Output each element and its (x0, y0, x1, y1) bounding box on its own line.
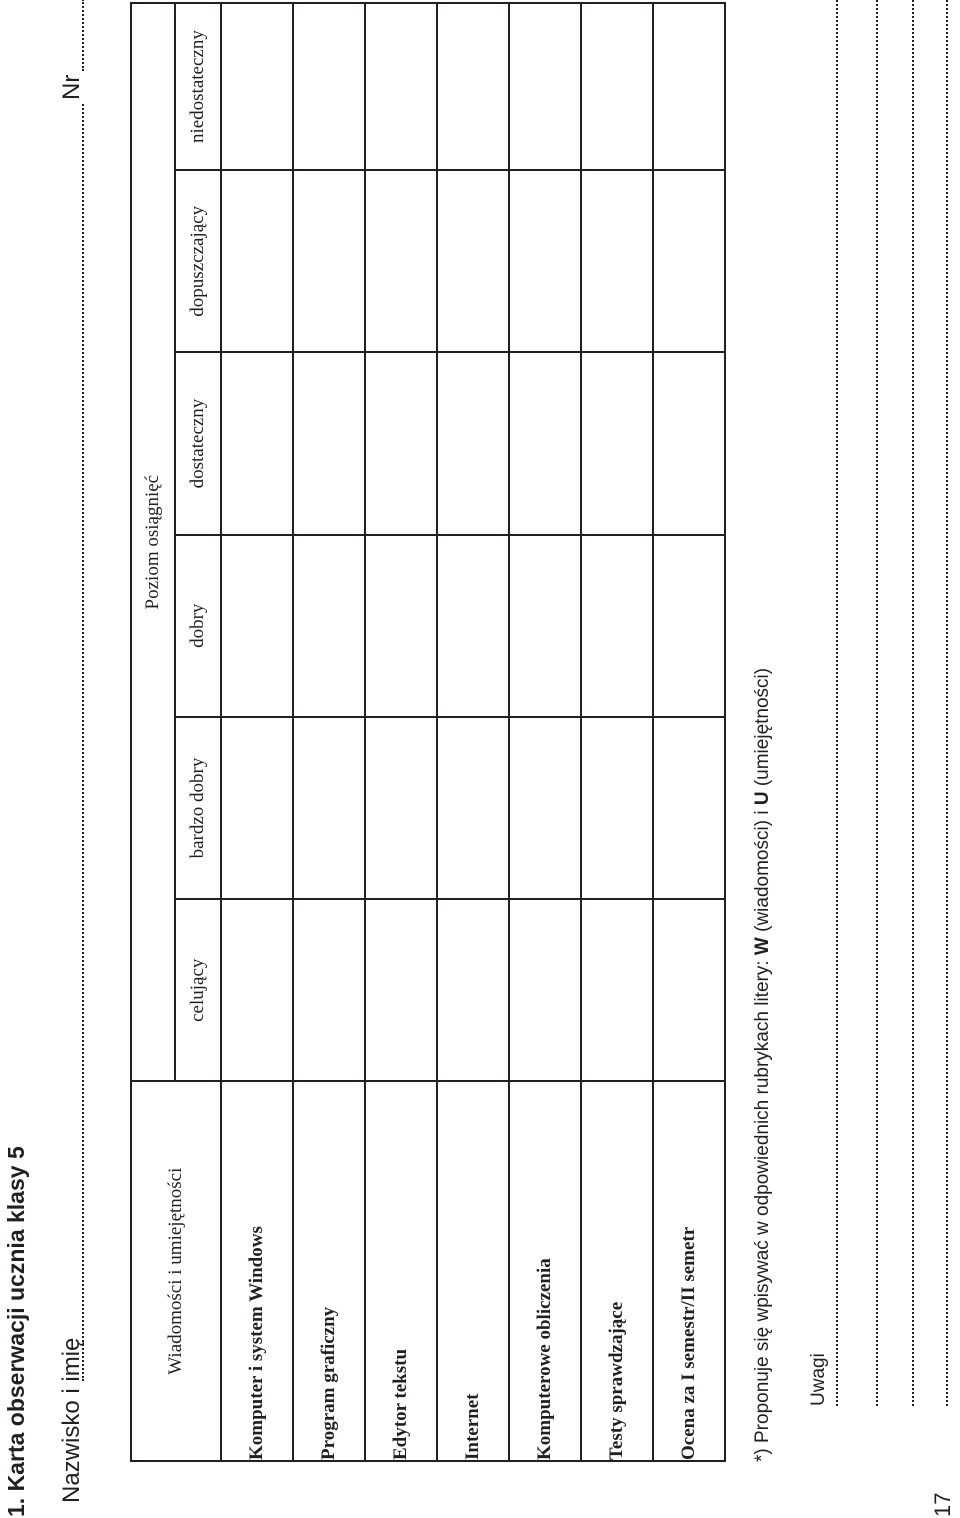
grade-cell[interactable] (365, 535, 437, 717)
table-row (365, 3, 437, 1461)
student-name-line (58, 13, 98, 1503)
grade-cell[interactable] (581, 717, 653, 899)
student-name-label: Nazwisko i imię (58, 1337, 85, 1503)
level-header: Poziom osiągnięć (131, 3, 175, 1081)
grade-cell[interactable] (293, 535, 365, 717)
footnote-w-text: (wiadomości) i (752, 805, 773, 938)
grade-cell[interactable] (437, 535, 509, 717)
grade-cell[interactable] (293, 899, 365, 1081)
footnote-u-text: (umiejętności) (752, 667, 773, 792)
grade-cell[interactable] (437, 717, 509, 899)
row-label: Testy sprawdzające (581, 1081, 653, 1461)
remarks-line[interactable] (946, 0, 948, 1406)
row-label: Komputerowe obliczenia (509, 1081, 581, 1461)
observation-table (130, 2, 726, 1462)
grade-cell[interactable] (509, 170, 581, 352)
grade-cell[interactable] (221, 717, 293, 899)
row-label: Ocena za I semestr/II semetr (653, 1081, 725, 1461)
grade-cell[interactable] (653, 535, 725, 717)
grade-header: dostateczny (175, 352, 221, 534)
table-row (509, 3, 581, 1461)
remarks-line[interactable] (876, 0, 878, 1406)
grade-cell[interactable] (293, 3, 365, 170)
page-number: 17 (930, 1492, 955, 1517)
grade-cell[interactable] (437, 899, 509, 1081)
grade-cell[interactable] (581, 170, 653, 352)
remarks-line[interactable] (912, 0, 914, 1406)
row-label: Program graficzny (293, 1081, 365, 1461)
table-row (581, 3, 653, 1461)
grade-cell[interactable] (221, 170, 293, 352)
row-label: Edytor tekstu (365, 1081, 437, 1461)
student-number-field[interactable] (82, 0, 84, 71)
table-row (653, 3, 725, 1461)
grade-cell[interactable] (581, 352, 653, 534)
grade-cell[interactable] (293, 352, 365, 534)
grade-cell[interactable] (365, 170, 437, 352)
grade-cell[interactable] (653, 170, 725, 352)
grade-header: bardzo dobry (175, 717, 221, 899)
grade-cell[interactable] (365, 352, 437, 534)
remarks-label: Uwagi (808, 1353, 829, 1406)
grade-cell[interactable] (509, 717, 581, 899)
grade-header: niedostateczny (175, 3, 221, 170)
grade-cell[interactable] (365, 3, 437, 170)
grade-cell[interactable] (509, 899, 581, 1081)
grade-header: dobry (175, 535, 221, 717)
grade-cell[interactable] (221, 899, 293, 1081)
grade-cell[interactable] (293, 717, 365, 899)
grade-cell[interactable] (437, 3, 509, 170)
grade-cell[interactable] (437, 352, 509, 534)
grade-cell[interactable] (437, 170, 509, 352)
grade-cell[interactable] (221, 535, 293, 717)
table-row (437, 3, 509, 1461)
grade-cell[interactable] (653, 899, 725, 1081)
grade-cell[interactable] (293, 170, 365, 352)
footnote-w-letter: W (752, 937, 773, 956)
grade-header: dopuszczający (175, 170, 221, 352)
footnote (752, 668, 774, 1462)
grade-cell[interactable] (509, 535, 581, 717)
remarks-line[interactable] (836, 0, 838, 1406)
grade-cell[interactable] (365, 899, 437, 1081)
grade-cell[interactable] (581, 3, 653, 170)
grade-cell[interactable] (221, 3, 293, 170)
grade-cell[interactable] (653, 717, 725, 899)
grade-cell[interactable] (653, 352, 725, 534)
grade-cell[interactable] (365, 717, 437, 899)
row-label: Internet (437, 1081, 509, 1461)
footnote-prefix: *) Proponuje się wpisywać w odpowiednich rubrykach litery: (752, 955, 773, 1462)
grade-header: celujący (175, 899, 221, 1081)
grade-cell[interactable] (581, 899, 653, 1081)
grade-cell[interactable] (509, 352, 581, 534)
grade-cell[interactable] (581, 535, 653, 717)
table-header-row (131, 3, 175, 1461)
student-name-field[interactable] (82, 104, 84, 1381)
table-row (221, 3, 293, 1461)
grade-cell[interactable] (221, 352, 293, 534)
grade-cell[interactable] (509, 3, 581, 170)
grade-cell[interactable] (653, 3, 725, 170)
page-title: 1. Karta obserwacji ucznia klasy 5 (3, 1146, 29, 1517)
row-label: Komputer i system Windows (221, 1081, 293, 1461)
student-number-label: Nr (58, 74, 85, 100)
table-row (293, 3, 365, 1461)
footnote-u-letter: U (752, 791, 773, 806)
subject-header: Wiadomości i umiejętności (131, 1081, 221, 1461)
